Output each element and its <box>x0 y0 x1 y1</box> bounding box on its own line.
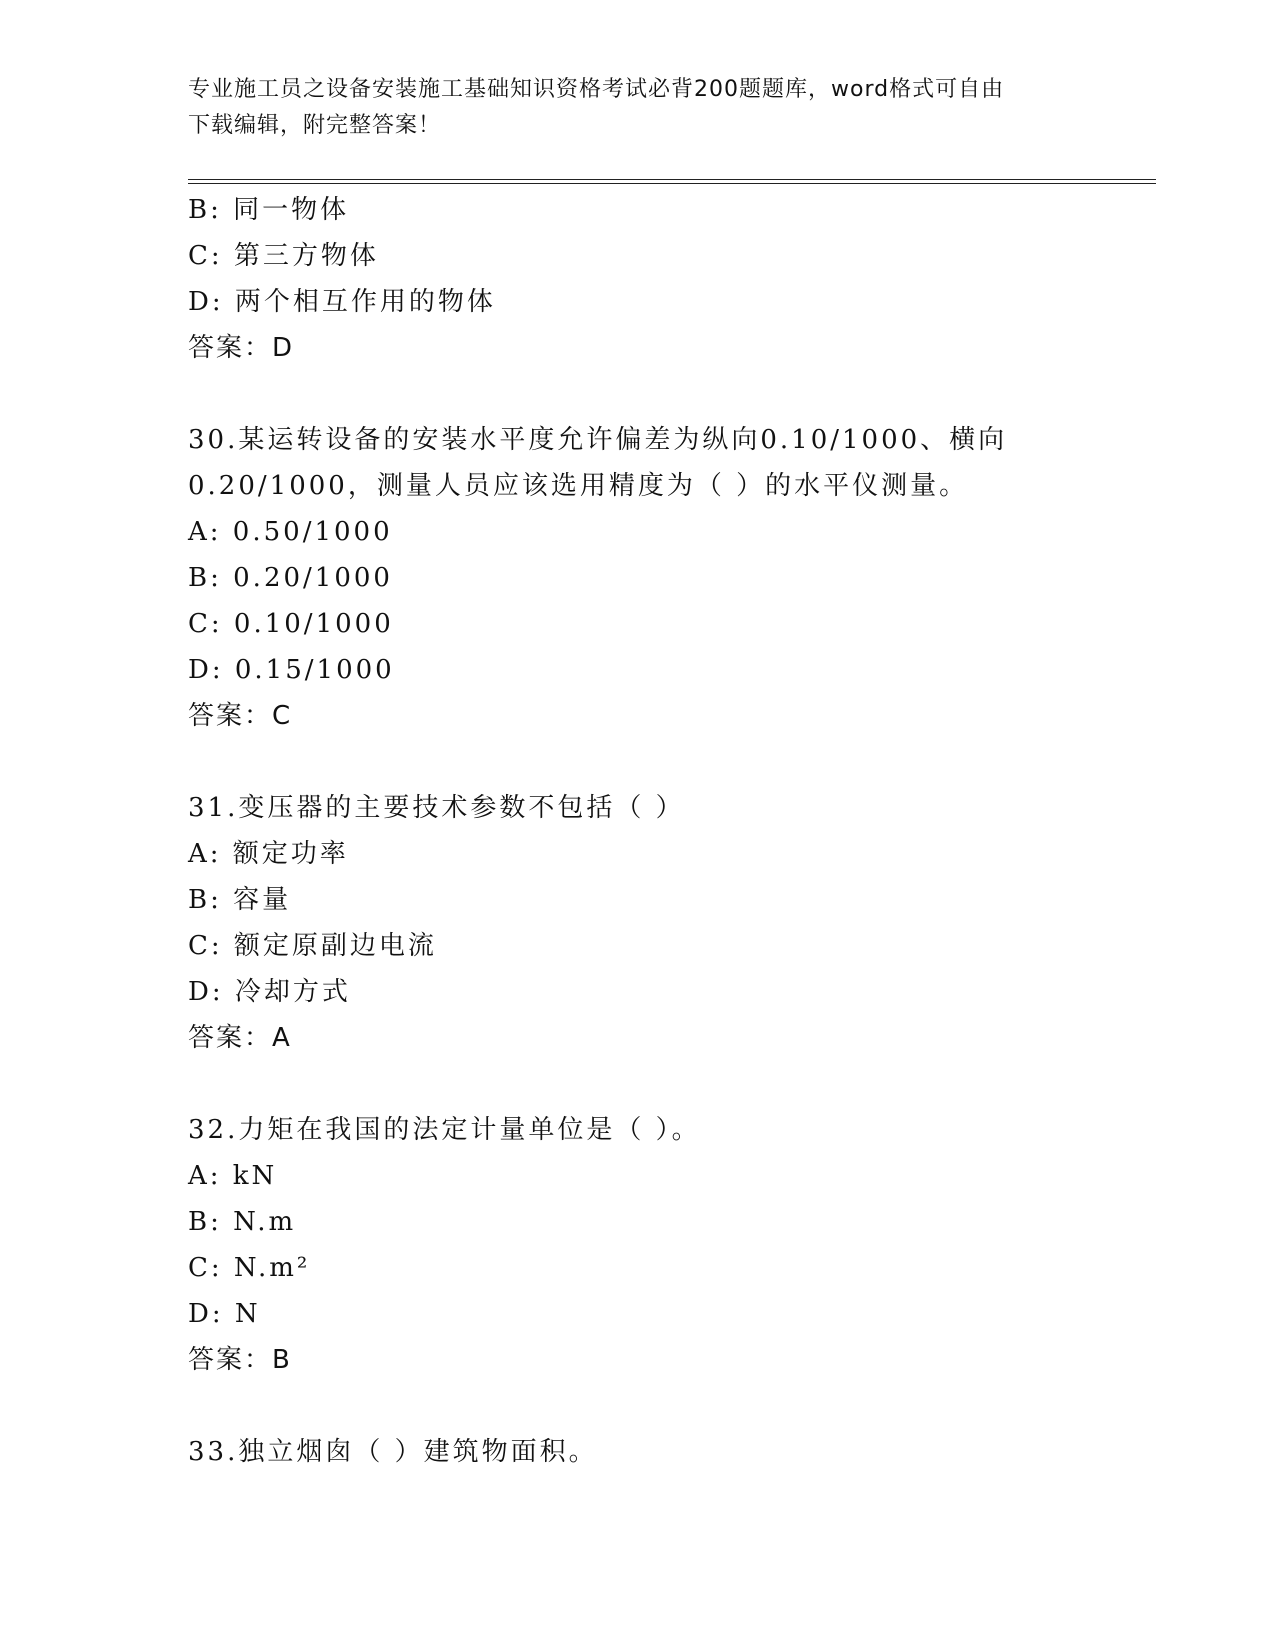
option-b: B: 容量 <box>188 885 292 915</box>
question-32 <box>188 1107 1148 1383</box>
question-stem-line-2: 0.20/1000，测量人员应该选用精度为（ ）的水平仪测量。 <box>188 471 969 501</box>
question-stem: 32.力矩在我国的法定计量单位是（ ）。 <box>188 1115 701 1145</box>
option-b: B: 0.20/1000 <box>188 563 393 593</box>
option-d: D: N <box>188 1299 261 1329</box>
question-list <box>188 187 1148 1475</box>
header-divider-bottom <box>188 183 1156 184</box>
spacer <box>188 371 1148 417</box>
question-33 <box>188 1429 1148 1475</box>
answer: 答案：C <box>188 701 293 731</box>
question-stem: 31.变压器的主要技术参数不包括（ ） <box>188 793 685 823</box>
option-b: B: N.m <box>188 1207 297 1237</box>
spacer <box>188 1061 1148 1107</box>
answer: 答案：B <box>188 1345 292 1375</box>
option-d: D: 两个相互作用的物体 <box>188 287 496 317</box>
question-29 <box>188 187 1148 371</box>
option-d: D: 0.15/1000 <box>188 655 395 685</box>
option-b: B: 同一物体 <box>188 195 350 225</box>
option-c: C: 第三方物体 <box>188 241 379 271</box>
option-c: C: 0.10/1000 <box>188 609 394 639</box>
question-30 <box>188 417 1148 739</box>
answer: 答案：D <box>188 333 295 363</box>
spacer <box>188 739 1148 785</box>
header-divider-top <box>188 179 1156 180</box>
header-line-2: 下载编辑，附完整答案！ <box>188 113 442 138</box>
spacer <box>188 1383 1148 1429</box>
option-c: C: 额定原副边电流 <box>188 931 437 961</box>
option-c: C: N.m² <box>188 1253 311 1283</box>
option-a: A: 额定功率 <box>188 839 349 869</box>
question-stem: 33.独立烟囱（ ）建筑物面积。 <box>188 1437 598 1467</box>
option-a: A: kN <box>188 1161 278 1191</box>
question-31 <box>188 785 1148 1061</box>
document-header <box>188 72 1068 144</box>
header-line-1: 专业施工员之设备安装施工基础知识资格考试必背200题题库，word格式可自由 <box>188 77 1005 102</box>
option-a: A: 0.50/1000 <box>188 517 393 547</box>
answer: 答案：A <box>188 1023 292 1053</box>
question-stem-line-1: 30.某运转设备的安装水平度允许偏差为纵向0.10/1000、横向 <box>188 425 1008 455</box>
option-d: D: 冷却方式 <box>188 977 351 1007</box>
